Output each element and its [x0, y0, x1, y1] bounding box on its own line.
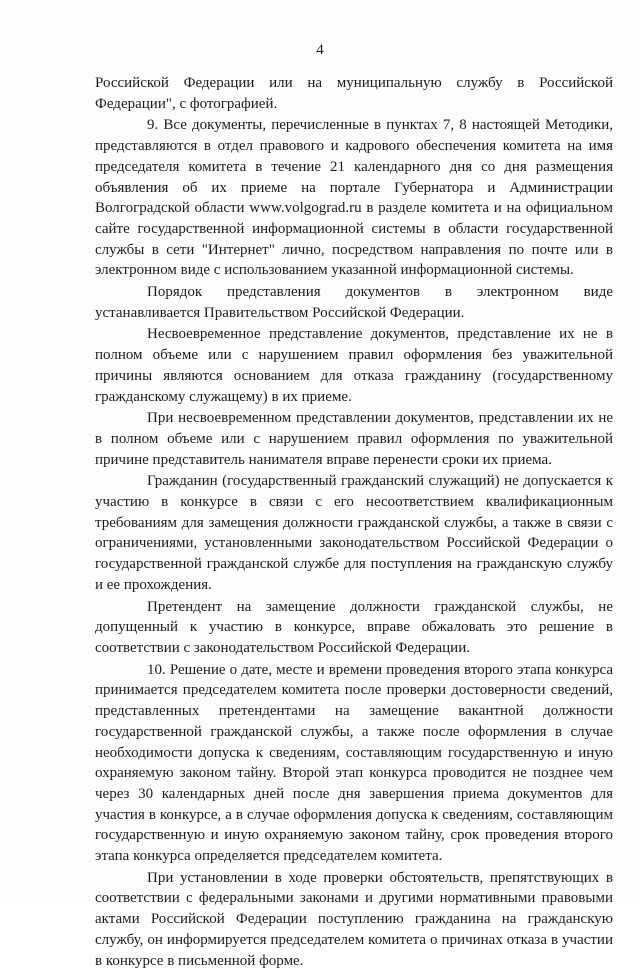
paragraph-continuation: Российской Федерации или на муниципальную службу в Российской Федерации", с фотографией. [95, 75, 613, 112]
paragraph-appeal: Претендент на замещение должности гражданской службы, не допущенный к участию в конкурсе, вправе обжаловать это решение в соответствии с законодательством Российской Федерации. [95, 598, 613, 656]
document-body [95, 73, 613, 971]
page-number: 4 [316, 42, 324, 58]
paragraph-valid-reason: При несвоевременном представлении документов, представлении их не в полном объеме или с нарушением правил оформления по уважительной причине представитель нанимателя вправе перенести сроки их приема. [95, 410, 613, 468]
paragraph-item-10: 10. Решение о дате, месте и времени проведения второго этапа конкурса принимается председателем комитета после проверки достоверности сведений, представленных претендентами на замещение вакантной должности государственной гражданской службы, а также после оформления в случае необходимости допуска к сведениям, составляющим государственную и иную охраняемую законом тайну. Второй этап конкурса проводится не позднее чем через 30 календарных дней после дня завершения приема документов для участия в конкурсе, а в случае оформления допуска к сведениям, составляющим государственную и иную охраняемую законом тайну, срок проведения второго этапа конкурса определяется председателем комитета. [95, 661, 613, 865]
paragraph-non-admission: Гражданин (государственный гражданский служащий) не допускается к участию в конкурсе в связи с его несоответствием квалификационным требованиям для замещения должности гражданской службы, а также в связи с ограничениями, установленными законодательством Российской Федерации о государственной гражданской службе для поступления на гражданскую службу и ее прохождения. [95, 473, 613, 593]
paragraph-electronic-submission: Порядок представления документов в электронном виде устанавливается Правительством Российской Федерации. [95, 284, 613, 321]
paragraph-item-9: 9. Все документы, перечисленные в пунктах 7, 8 настоящей Методики, представляются в отдел правового и кадрового обеспечения комитета на имя председателя комитета в течение 21 календарного дня со дня размещения объявления об их приеме на портале Губернатора и Администрации Волгоградской области www.volgograd.ru в разделе комитета и на официальном сайте государственной информационной системы в области государственной службы в сети "Интернет" лично, посредством направления по почте или в электронном виде с использованием указанной информационной системы. [95, 117, 613, 279]
paragraph-untimely-submission: Несвоевременное представление документов, представление их не в полном объеме или с нарушением правил оформления без уважительной причины являются основанием для отказа гражданину (государственному гражданскому служащему) в их приеме. [95, 326, 613, 405]
paragraph-refusal-notice: При установлении в ходе проверки обстоятельств, препятствующих в соответствии с федеральными законами и другими нормативными правовыми актами Российской Федерации поступлению гражданина на гражданскую службу, он информируется председателем комитета о причинах отказа в участии в конкурсе в письменной форме. [95, 869, 613, 969]
